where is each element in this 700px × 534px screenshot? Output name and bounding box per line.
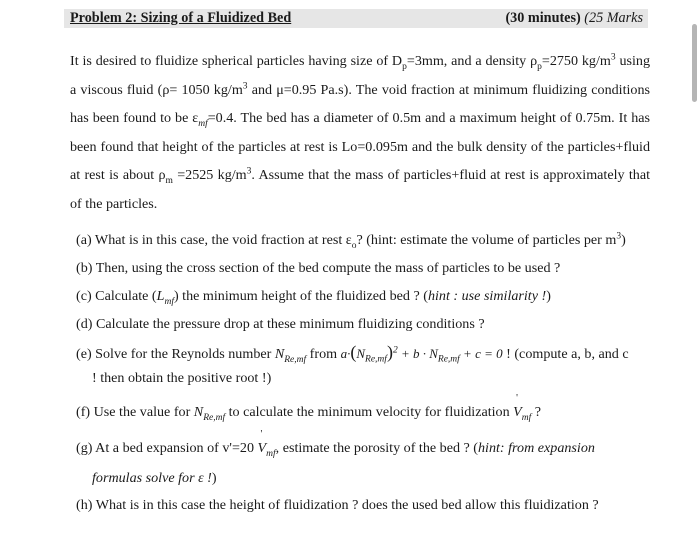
question-e: (e) Solve for the Reynolds number $N_{Re,mf}$ from $a\cdot(N_{Re,mf})^2 + b \cdot N_{Re,mf} + c = 0$ ! (compute a, b, and c [76,342,629,365]
problem-title: Problem 2: Sizing of a Fluidized Bed [70,10,292,26]
vmf-symbol: V ' $_{mf}$ [257,429,276,459]
quadratic-equation: $a\cdot(N_{Re,mf})^2 + b \cdot N_{Re,mf} + c = 0$ [340,342,503,365]
time-allotted: (30 minutes) [505,10,581,26]
problem-meta [505,10,643,27]
question-d: (d) Calculate the pressure drop at these minimum fluidizing conditions ? [76,316,485,332]
vmf-symbol: V ' $_{mf}$ [513,393,532,423]
question-g-continued: formulas solve for ε !) [92,470,217,486]
question-h: (h) What is in this case the height of fluidization ? does the used bed allow this fluidization ? [76,497,599,513]
question-e-continued: ! then obtain the positive root !) [92,370,272,386]
marks: (25 Marks [584,10,643,26]
problem-statement: It is desired to fluidize spherical particles having size of $D_p=3mm$, and a density $\rho_p=2750$ $kg/m^3$ using a viscous fluid (ρ= 1050 $kg/m^3$ and μ=0.95 Pa.s). The void fraction at minimum fluidizing conditions has been found to be $\varepsilon_{mf}=0.4$. The bed has a diameter of 0.5m and a maximum height of 0.75m. It has been found that height of the particles at rest is Lo=0.095m and the bulk density of the particles+fluid at rest is about $\rho_m =2525$ $kg/m^3$. Assume that the mass of particles+fluid at rest is approximately that of the particles. [70,52,650,212]
question-b: (b) Then, using the cross section of the bed compute the mass of particles to be used ? [76,260,561,276]
question-c: (c) Calculate $(L_{mf})$ the minimum height of the fluidized bed ? (hint : use similarity !) [76,288,551,307]
scrollbar[interactable] [692,24,697,102]
question-f: (f) Use the value for $N_{Re,mf}$ to calculate the minimum velocity for fluidization V ' $_{mf}$ ? [76,393,542,423]
question-g: (g) At a bed expansion of v'=20 V ' $_{mf}$, estimate the porosity of the bed ? (hint: from expansion [76,429,595,459]
question-a: (a) What is in this case, the void fraction at rest $\varepsilon_o$? (hint: estimate the volume of particles per $m^3$) [76,231,626,251]
